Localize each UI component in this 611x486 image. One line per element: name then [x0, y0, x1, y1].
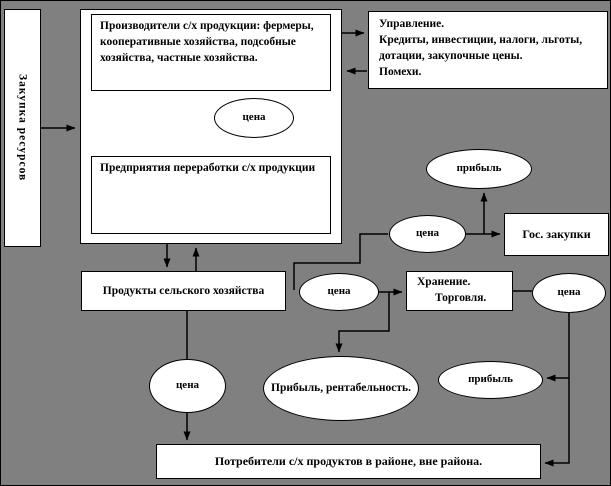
storage-line-1: Хранение.	[417, 276, 471, 288]
farm-products-box	[81, 271, 286, 311]
profit-top-label: прибыль	[456, 162, 502, 175]
profit-top-ellipse	[426, 149, 532, 189]
procurement-box	[4, 9, 41, 247]
producers-label: Производители с/х продукции: фермеры, кооперативные хозяйства, подсобные хозяйства, частные хозяйства.	[100, 20, 314, 65]
consumers-label: Потребители с/х продуктов в районе, вне района.	[214, 454, 483, 468]
management-line-2: Кредиты, инвестиции, налоги, льготы, дотации, закупочные цены.	[379, 34, 583, 63]
price-gos-ellipse	[389, 215, 466, 253]
price-consumer-label: цена	[175, 379, 200, 392]
price-right-label: цена	[557, 286, 581, 299]
consumers-box	[156, 444, 541, 479]
profit-profitability-ellipse	[263, 356, 419, 421]
management-box	[368, 11, 608, 89]
gos-purchases-label: Гос. закупки	[522, 227, 591, 241]
profit-profitability-label: Прибыль, рентабельность.	[271, 382, 411, 395]
storage-box	[406, 271, 513, 311]
price-storage-ellipse	[299, 273, 379, 311]
procurement-label: Закупка ресурсов	[16, 74, 29, 182]
price-consumer-ellipse	[149, 359, 226, 413]
profit-right-label: прибыль	[468, 373, 513, 386]
profit-right-ellipse	[438, 361, 543, 399]
price-producers-label: цена	[242, 111, 266, 124]
producers-box	[91, 14, 331, 91]
price-right-ellipse	[532, 273, 606, 313]
farm-products-label: Продукты сельского хозяйства	[102, 285, 265, 297]
management-line-3: Помехи.	[379, 66, 422, 79]
price-storage-label: цена	[327, 285, 351, 298]
storage-line-2: Торговля.	[435, 291, 487, 304]
gos-purchases-box	[504, 213, 609, 256]
processing-label: Предприятия переработки с/х продукции	[100, 162, 316, 174]
processing-box	[91, 156, 331, 234]
price-gos-label: цена	[415, 227, 440, 240]
price-producers-ellipse	[214, 98, 294, 138]
management-line-1: Управление.	[379, 18, 445, 30]
